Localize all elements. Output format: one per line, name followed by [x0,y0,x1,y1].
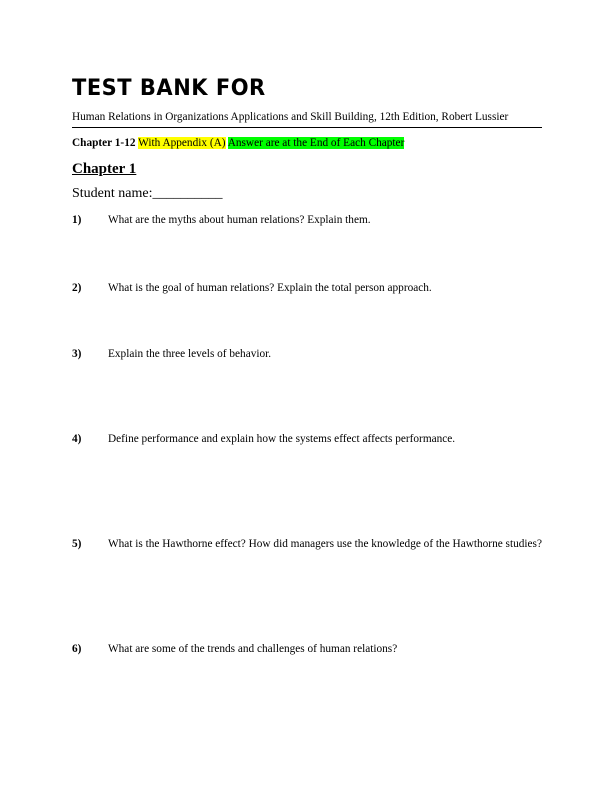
question-number: 6) [72,643,82,655]
question-number: 5) [72,538,82,550]
question-item [72,642,542,657]
book-title-line: Human Relations in Organizations Applications and Skill Building, 12th Edition, Robert Lussier [72,110,542,128]
question-text: What is the Hawthorne effect? How did managers use the knowledge of the Hawthorne studies? [108,538,542,550]
question-number: 4) [72,433,82,445]
question-item [72,281,542,296]
chapter-range: Chapter 1-12 [72,137,136,149]
appendix-highlight: With Appendix (A) [138,137,226,149]
question-number: 1) [72,214,82,226]
question-number: 3) [72,348,82,360]
answer-note-highlight: Answer are at the End of Each Chapter [227,137,405,149]
question-item [72,537,542,552]
chapter-range-line [72,136,404,150]
question-text: What is the goal of human relations? Explain the total person approach. [108,282,432,294]
student-name-field: Student name:__________ [72,186,223,201]
question-text: What are the myths about human relations? Explain them. [108,214,371,226]
question-text: Explain the three levels of behavior. [108,348,272,360]
question-number: 2) [72,282,82,294]
question-item [72,432,542,447]
question-item [72,213,542,228]
document-title: TEST BANK FOR [72,75,266,101]
question-item [72,347,542,362]
chapter-heading: Chapter 1 [72,161,137,177]
question-text: What are some of the trends and challenges of human relations? [108,643,398,655]
question-text: Define performance and explain how the systems effect affects performance. [108,433,456,445]
